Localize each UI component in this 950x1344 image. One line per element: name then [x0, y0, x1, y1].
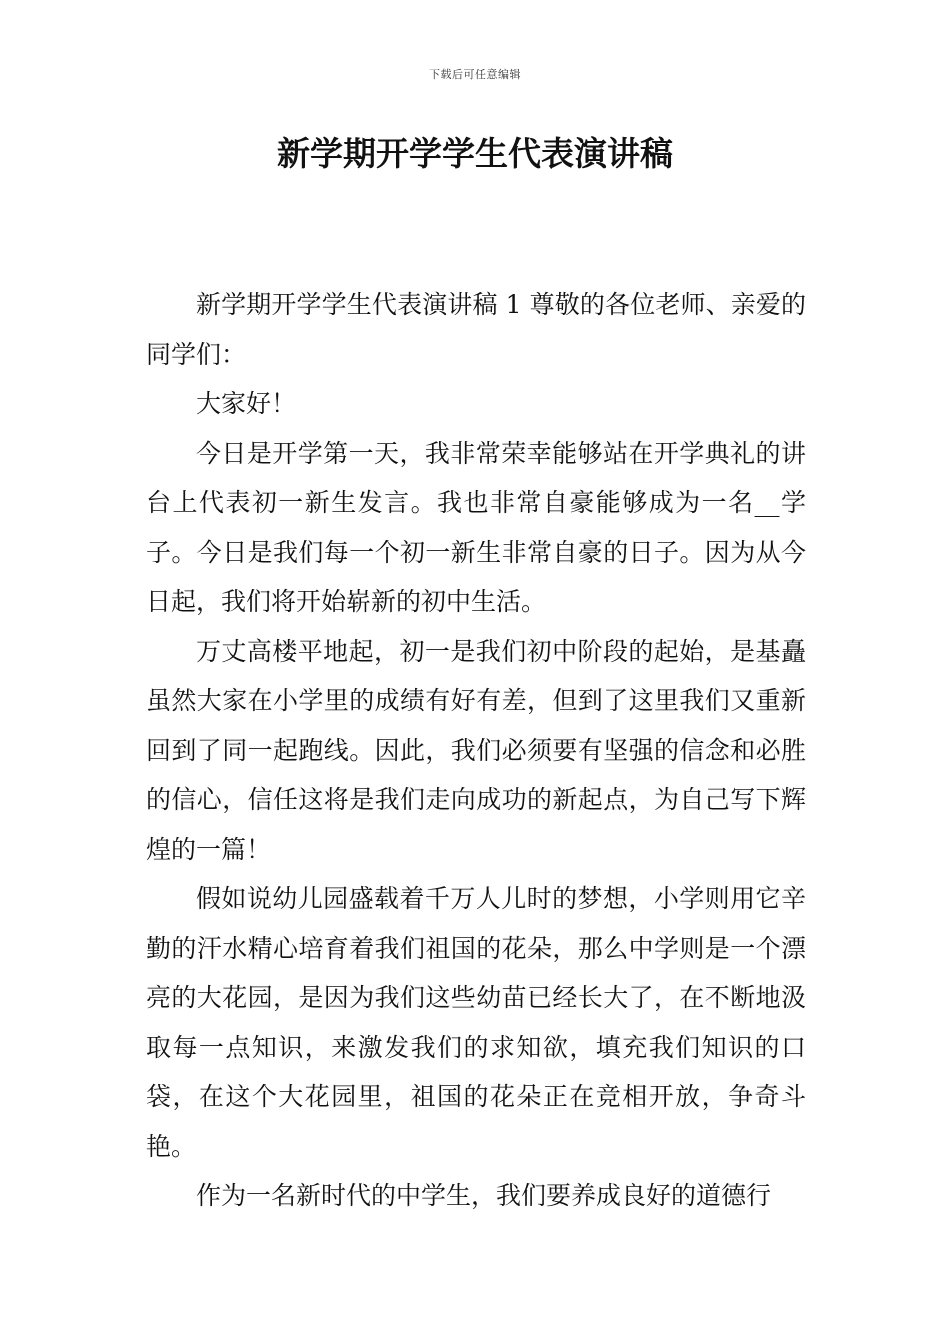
- document-title: 新学期开学学生代表演讲稿: [277, 134, 673, 173]
- paragraph: 新学期开学学生代表演讲稿 1 尊敬的各位老师、亲爱的同学们：: [146, 290, 806, 369]
- paragraph: 作为一名新时代的中学生，我们要养成良好的道德行: [196, 1181, 772, 1210]
- header-note: 下载后可任意编辑: [429, 68, 521, 81]
- document-body: [146, 280, 806, 1221]
- paragraph: 万丈高楼平地起，初一是我们初中阶段的起始，是基矗虽然大家在小学里的成绩有好有差，但到了这里我们又重新回到了同一起跑线。因此，我们必须要有坚强的信念和必胜的信心，信任这将是我们走向成功的新起点，为自己写下辉煌的一篇！: [146, 636, 806, 864]
- paragraph: 大家好！: [196, 389, 297, 418]
- paragraph: 假如说幼儿园盛载着千万人儿时的梦想，小学则用它辛勤的汗水精心培育着我们祖国的花朵，那么中学则是一个漂亮的大花园，是因为我们这些幼苗已经长大了，在不断地汲取每一点知识，来激发我们的求知欲，填充我们知识的口袋，在这个大花园里，祖国的花朵正在竞相开放，争奇斗艳。: [146, 884, 806, 1161]
- paragraph: 今日是开学第一天，我非常荣幸能够站在开学典礼的讲台上代表初一新生发言。我也非常自豪能够成为一名__学子。今日是我们每一个初一新生非常自豪的日子。因为从今日起，我们将开始崭新的初中生活。: [146, 438, 806, 616]
